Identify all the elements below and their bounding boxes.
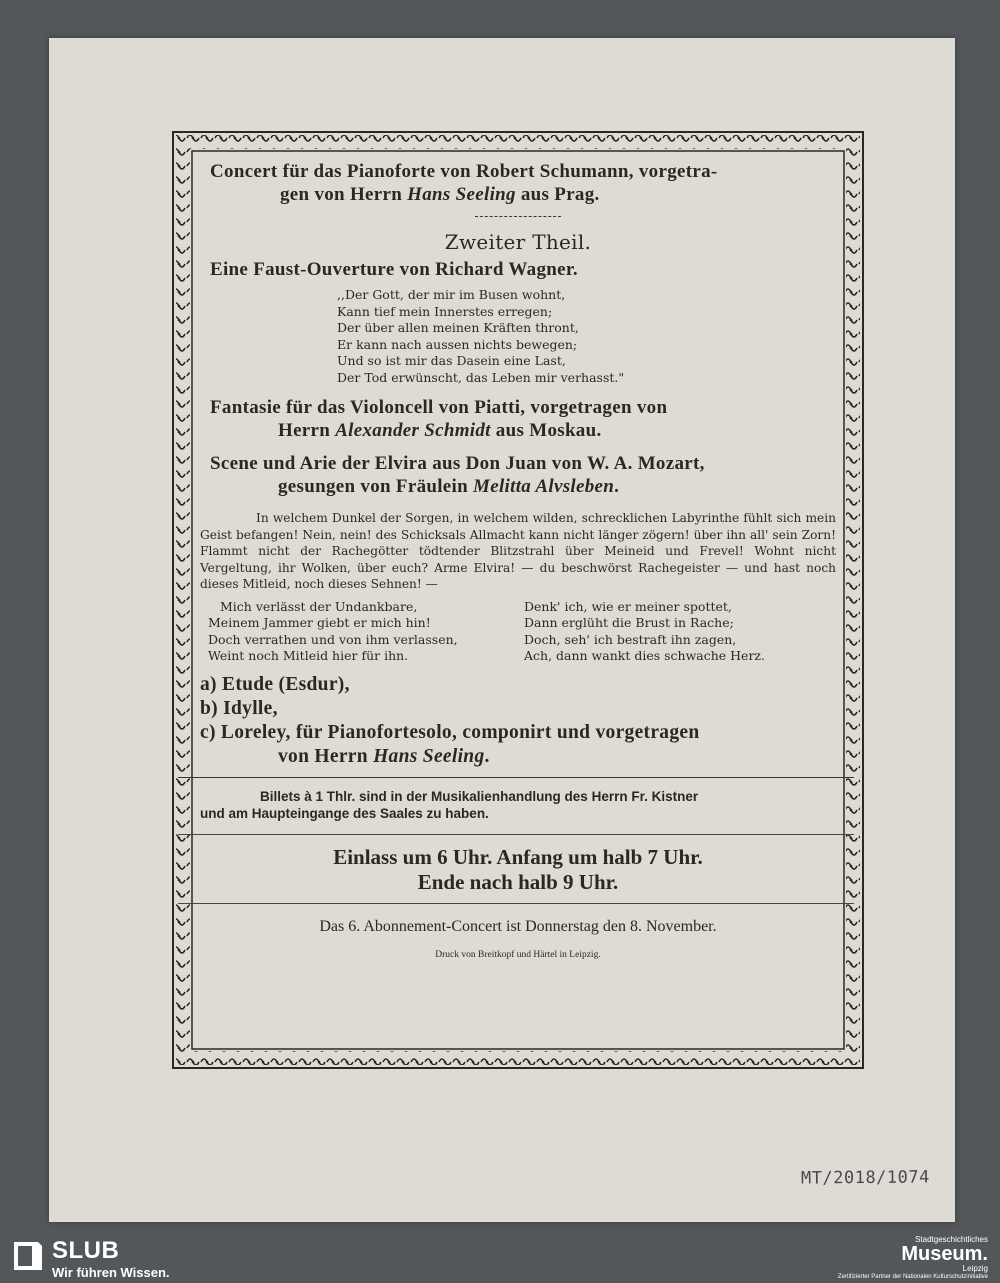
divider [178,903,854,904]
fantasie-text: Herrn [278,420,336,441]
verse-line: Und so ist mir das Dasein eine Last, [337,353,566,368]
aria-line: Doch, seh' ich bestraft ihn zagen, [524,631,737,647]
slub-logo-icon [12,1240,44,1278]
performer-name: Alexander Schmidt [335,420,491,441]
footer-bar [0,1233,1000,1283]
piece-c-line-1: c) Loreley, für Pianofortesolo, componirt und vorgetragen [200,721,700,743]
next-concert-notice: Das 6. Abonnement-Concert ist Donnerstag den 8. November. [319,917,717,935]
concert-line-2 [200,183,836,206]
museum-note: Zertifizierter Partner der Nationalen Kulturschutzinitiative [837,1274,988,1280]
performer-name: Melitta Alvsleben [473,476,615,497]
concert-text: aus Prag. [515,184,600,205]
verse-line: ,,Der Gott, der mir im Busen wohnt, [337,287,566,302]
museum-logo[interactable] [838,1235,988,1281]
scene-line-2 [200,475,836,498]
divider [178,834,854,835]
concert-line-1: Concert für das Pianoforte von Robert Schumann, vorgetra- [210,161,718,182]
piece-text: von Herrn [278,745,374,767]
piece-a: a) Etude (Esdur), [200,673,350,695]
fantasie-line-1: Fantasie für das Violoncell von Piatti, vorgetragen von [210,397,668,418]
verse-line: Der über allen meinen Kräften thront, [337,320,579,335]
divider [178,777,854,778]
fantasie-line-2 [200,419,836,442]
programme [200,160,836,960]
recitative-text: In welchem Dunkel der Sorgen, in welchem wilden, schrecklichen Labyrinthe fühlt sich mein Geist befangen! Nein, nein! des Schicksals Allmacht kann nicht länger zögern! über ihn all' sein Zorn! Flammt nicht der Rachegötter tödtender Blitzstrahl über Meineid und Frevel! Wohnt nicht Vergeltung, ihr Wolken, über euch? Arme Elvira! — du beschwörst Rachegeister — und hast noch dieses Mitleid, noch dieses Sehnen! — [200,511,836,591]
faust-overture: Eine Faust-Ouverture von Richard Wagner. [210,259,578,280]
piece-b: b) Idylle, [200,697,278,719]
aria-line: Doch verrathen und von ihm verlassen, [208,631,458,647]
aria-line: Meinem Jammer giebt er mich hin! [208,615,431,630]
piano-pieces [200,673,836,769]
museum-top-label: Stadtgeschichtliches [915,1235,988,1244]
aria-line: Ach, dann wankt dies schwache Herz. [524,648,765,663]
piece-text: . [484,745,490,767]
museum-city: Leipzig [962,1264,988,1273]
end-time: Ende nach halb 9 Uhr. [417,869,619,894]
fantasie-text: aus Moskau. [490,420,602,441]
slub-tagline: Wir führen Wissen. [52,1265,170,1280]
aria-line: Denk' ich, wie er meiner spottet, [524,598,732,614]
aria-line: Dann erglüht die Brust in Rache; [524,615,734,630]
concert-text: gen von Herrn [280,184,408,205]
separator [475,216,561,217]
scene-text: . [614,476,620,497]
aria-left-column [200,599,524,665]
ticket-info-line-2: und am Haupteingange des Saales zu haben. [200,805,489,821]
scene-line-1: Scene und Arie der Elvira aus Don Juan von W. A. Mozart, [210,453,705,474]
aria-line: Weint noch Mitleid hier für ihn. [208,648,409,663]
verse-line: Kann tief mein Innerstes erregen; [337,303,553,319]
slub-name[interactable]: SLUB [52,1237,120,1264]
part-two-title: Zweiter Theil. [444,230,592,254]
catalog-number: MT/2018/1074 [800,1167,930,1189]
verse-line: Er kann nach aussen nichts bewegen; [337,336,578,352]
aria-right-column [524,599,765,665]
verse-line: Der Tod erwünscht, das Leben mir verhasst." [337,369,625,385]
aria-line: Mich verlässt der Undankbare, [220,598,418,614]
performer-name: Hans Seeling [373,745,485,767]
performer-name: Hans Seeling [407,184,516,205]
museum-name: Museum. [901,1243,988,1265]
scene-text: gesungen von Fräulein [278,476,474,497]
admission-times: Einlass um 6 Uhr. Anfang um halb 7 Uhr. [333,844,703,869]
ticket-info-line-1: Billets à 1 Thlr. sind in der Musikalienhandlung des Herrn Fr. Kistner [260,788,699,804]
printer-credit: Druck von Breitkopf und Härtel in Leipzig. [435,949,601,960]
aria-text [200,599,836,665]
piece-c-line-2 [200,745,836,769]
faust-verse [200,287,836,386]
